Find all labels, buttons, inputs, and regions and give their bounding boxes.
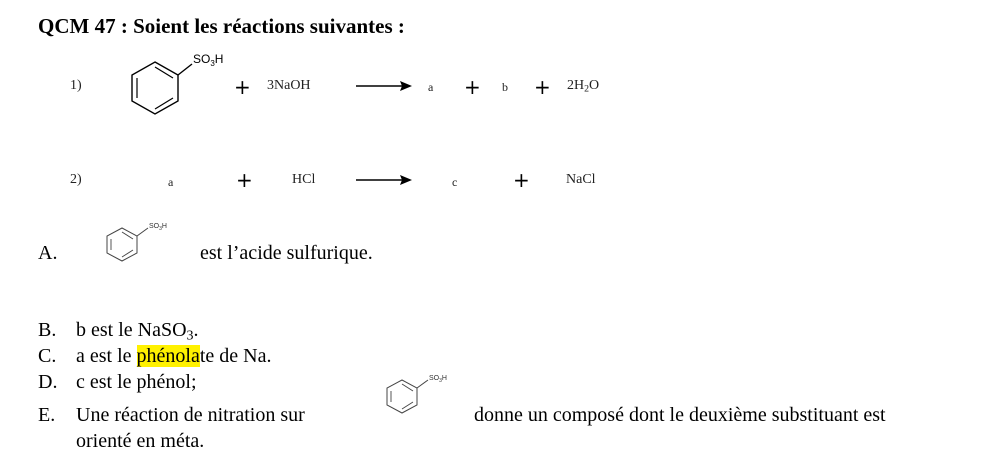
option-a-letter: A.: [38, 242, 58, 264]
option-d-letter: D.: [38, 371, 58, 393]
byproduct-water: $2H_2O$: [567, 78, 600, 95]
plus-2a: +: [236, 168, 253, 192]
plus-2b: +: [513, 168, 530, 192]
so3h-label-e: $SO_3H$: [429, 375, 447, 384]
reaction-1-number: 1): [70, 78, 82, 93]
reactant-a: a: [168, 175, 174, 189]
option-e-text-line2: orienté en méta.: [76, 430, 205, 452]
option-a-text: est l’acide sulfurique.: [200, 242, 373, 264]
option-c-text: a est le phénolate de Na.: [76, 345, 272, 367]
reagent-naoh: 3NaOH: [267, 78, 311, 93]
benzene-sulfonic-acid-structure-a: [104, 220, 184, 270]
highlighted-text: phénola: [136, 345, 200, 367]
reaction-arrow-1: [356, 79, 412, 93]
reaction-2-number: 2): [70, 172, 82, 187]
option-e-text-before: Une réaction de nitration sur: [76, 404, 305, 426]
product-a: a: [428, 80, 434, 94]
product-c: c: [452, 175, 458, 189]
plus-1b: +: [464, 75, 481, 99]
question-title: QCM 47 : Soient les réactions suivantes :: [38, 14, 405, 38]
so3h-label-1: $SO_3H$: [193, 52, 224, 68]
so3h-label-a: $SO_3H$: [149, 223, 167, 232]
option-b-text: b est le NaSO$_3$.: [76, 319, 199, 344]
plus-1a: +: [234, 75, 251, 99]
benzene-sulfonic-acid-structure-1: [120, 52, 230, 122]
option-e-letter: E.: [38, 404, 56, 426]
option-e-text-after: donne un composé dont le deuxième substituant est: [474, 404, 886, 426]
byproduct-nacl: NaCl: [566, 172, 596, 187]
option-c-letter: C.: [38, 345, 57, 367]
option-d-text: c est le phénol;: [76, 371, 197, 393]
option-b-letter: B.: [38, 319, 57, 341]
reagent-hcl: HCl: [292, 172, 316, 187]
benzene-sulfonic-acid-structure-e: [384, 370, 464, 420]
reaction-arrow-2: [356, 173, 412, 187]
plus-1c: +: [534, 75, 551, 99]
product-b: b: [502, 80, 508, 94]
